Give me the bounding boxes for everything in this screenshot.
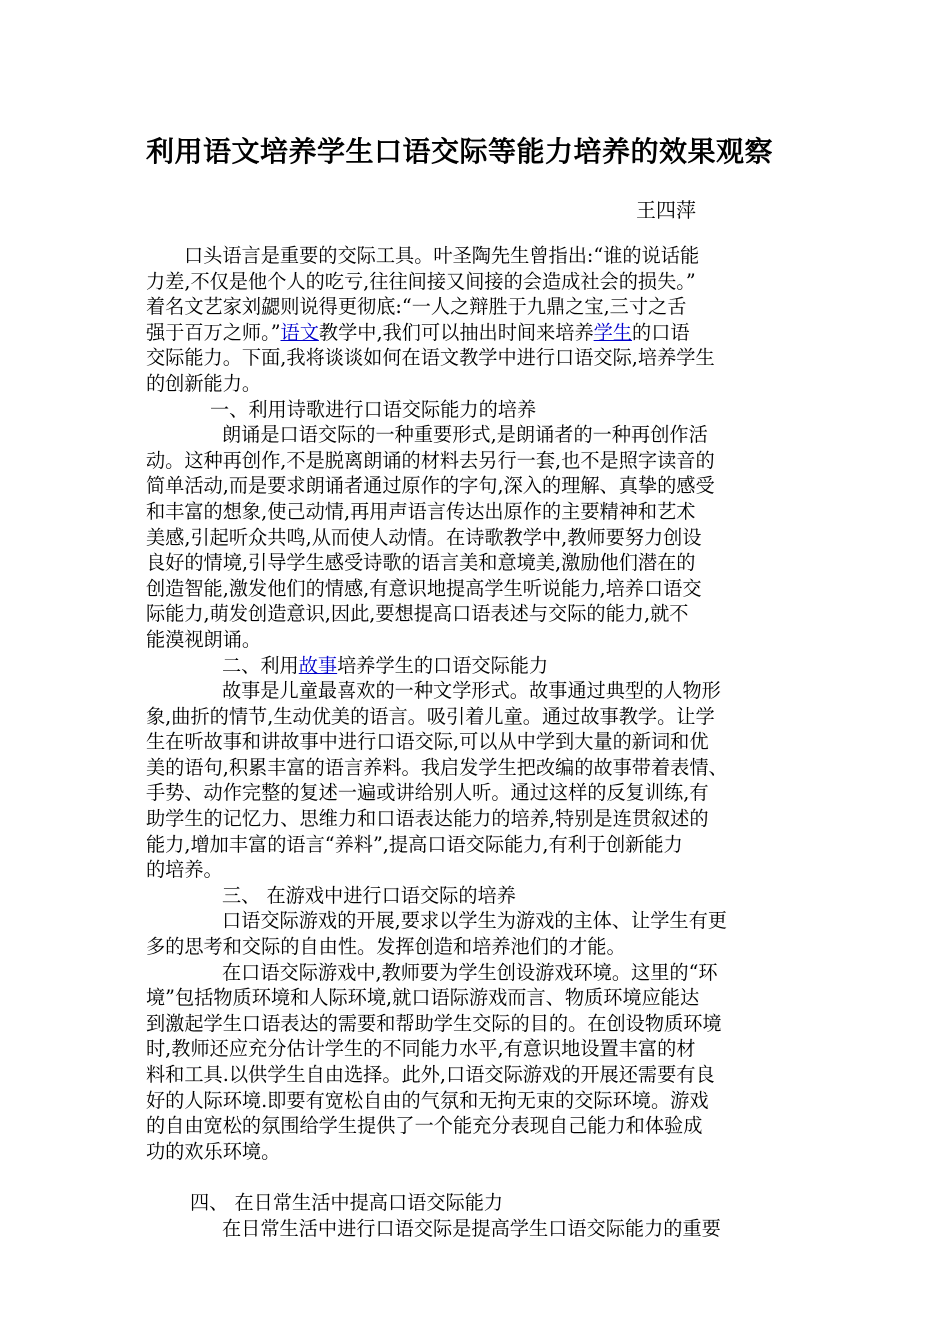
- section-3-line: 料和工具.以供学生自由选择。此外,口语交际游戏的开展还需要有良: [146, 1063, 715, 1086]
- section-1-line: 美感,引起听众共鸣,从而使人动情。在诗歌教学中,教师要努力创设: [146, 525, 702, 549]
- section-1-line: 简单活动,而是要求朗诵者通过原作的字句,深入的理解、真挚的感受: [146, 474, 715, 498]
- section-3-line: 的自由宽松的氛围给学生提供了一个能充分表现自己能力和体验成: [146, 1114, 703, 1138]
- paragraph-gap: [146, 1164, 810, 1190]
- section-1-heading: 一、利用诗歌进行口语交际能力的培养: [210, 397, 537, 421]
- intro-text: 的口语: [632, 320, 690, 344]
- section-1-line: 和丰富的想象,使己动情,再用声语言传达出原作的主要精神和艺术: [146, 499, 696, 523]
- section-1-line: 朗诵是口语交际的一种重要形式,是朗诵者的一种再创作活: [222, 423, 708, 447]
- section-2-line: 故事是儿童最喜欢的一种文学形式。故事通过典型的人物形: [222, 679, 721, 703]
- section-1-line: 能漠视朗诵。: [146, 627, 262, 651]
- section-2-line: 助学生的记忆力、思维力和口语表达能力的培养,特别是连贯叙述的: [146, 807, 709, 831]
- intro-line: 交际能力。下面,我将谈谈如何在语文教学中进行口语交际,培养学生: [146, 346, 715, 370]
- intro-line: 着名文艺家刘勰则说得更彻底:“一人之辩胜于九鼎之宝,三寸之舌: [146, 295, 687, 319]
- document-title: 利用语文培养学生口语交际等能力培养的效果观察: [146, 135, 774, 168]
- section-2-line: 手势、动作完整的复述一遍或讲给别人听。通过这样的反复训练,有: [146, 781, 709, 805]
- section-1-line: 良好的情境,引导学生感受诗歌的语言美和意境美,激励他们潜在的: [146, 551, 696, 575]
- section-3-heading: 三、 在游戏中进行口语交际的培养: [222, 883, 516, 907]
- intro-line: 口头语言是重要的交际工具。叶圣陶先生曾指出:“谁的说话能: [184, 244, 700, 267]
- section-2-line: 能力,增加丰富的语言“养料”,提高口语交际能力,有利于创新能力: [146, 832, 683, 856]
- section-3-line: 功的欢乐环境。: [146, 1139, 281, 1163]
- section-3-line: 境”包括物质环境和人际环境,就口语际游戏而言、物质环境应能达: [146, 986, 700, 1010]
- section-3-line: 多的思考和交际的自由性。发挥创造和培养池们的才能。: [146, 935, 626, 959]
- section-2-line: 象,曲折的情节,生动优美的语言。吸引着儿童。通过故事教学。让学: [146, 704, 715, 728]
- intro-text: 教学中,我们可以抽出时间来培养: [318, 320, 594, 344]
- section-2-line: 美的语句,积累丰富的语言养料。我启发学生把改编的故事带着表情、: [146, 755, 728, 779]
- section-3-line: 口语交际游戏的开展,要求以学生为游戏的主体、让学生有更: [222, 909, 727, 933]
- intro-text: 强于百万之师。”: [146, 320, 281, 344]
- section-2-heading: [146, 653, 810, 679]
- section-2-line: 的培养。: [146, 858, 223, 882]
- section-3-line: 到激起学生口语表达的需要和帮助学生交际的目的。在创设物质环境: [146, 1011, 722, 1035]
- section-3-line: 好的人际环境.即要有宽松自由的气氛和无拘无束的交际环境。游戏: [146, 1088, 709, 1112]
- section-4-line: 在日常生活中进行口语交际是提高学生口语交际能力的重要: [222, 1216, 721, 1240]
- intro-line: 力差,不仅是他个人的吃亏,往往间接又间接的会造成社会的损失。”: [146, 269, 696, 293]
- author-name: 王四萍: [636, 198, 696, 222]
- link-xuesheng[interactable]: 学生: [593, 320, 633, 344]
- section-1-line: 际能力,萌发创造意识,因此,要想提高口语表述与交际的能力,就不: [146, 602, 689, 626]
- intro-line: [146, 320, 810, 346]
- link-gushi[interactable]: 故事: [298, 653, 338, 677]
- section-4-heading: 四、 在日常生活中提高口语交际能力: [190, 1190, 504, 1214]
- heading-text: 二、利用: [222, 653, 299, 677]
- section-1-line: 创造智能,激发他们的情感,有意识地提高学生听说能力,培养口语交: [146, 576, 702, 600]
- section-3-line: 时,教师还应充分估计学生的不同能力水平,有意识地设置丰富的材: [146, 1037, 696, 1061]
- document-body: [146, 243, 810, 1241]
- section-1-line: 动。这种再创作,不是脱离朗诵的材料去另行一套,也不是照字读音的: [146, 448, 715, 472]
- link-yuwen[interactable]: 语文: [280, 320, 319, 344]
- section-3-line: 在口语交际游戏中,教师要为学生创设游戏环境。这里的“环: [222, 960, 718, 984]
- intro-line: 的创新能力。: [146, 371, 262, 395]
- section-2-line: 生在听故事和讲故事中进行口语交际,可以从中学到大量的新词和优: [146, 730, 709, 754]
- heading-text: 培养学生的口语交际能力: [337, 653, 549, 677]
